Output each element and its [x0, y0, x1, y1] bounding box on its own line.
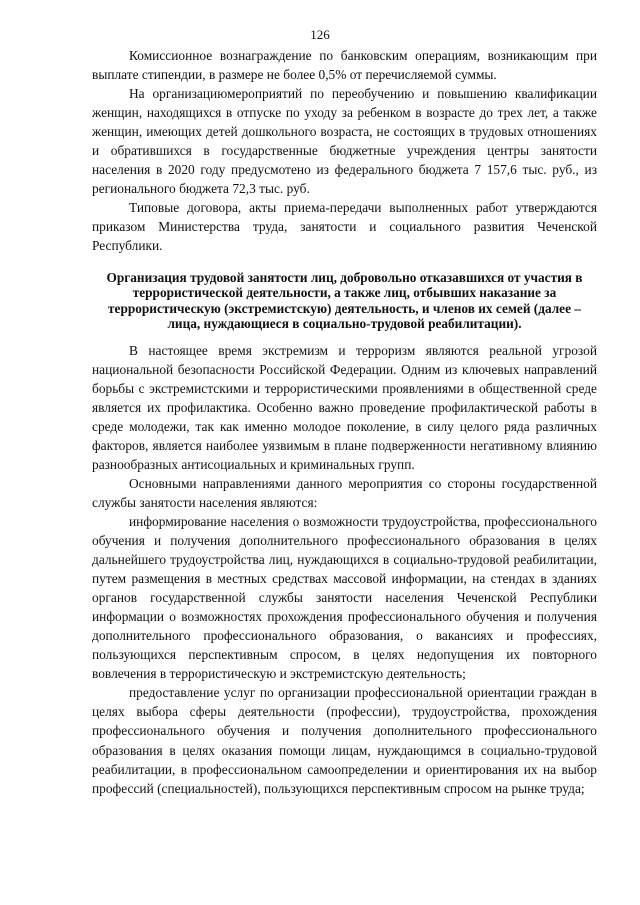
- paragraph-main-directions: Основными направлениями данного мероприятия со стороны государственной службы занятости населения являются:: [92, 475, 597, 510]
- paragraph-standard-contracts: Типовые договора, акты приема-передачи выполненных работ утверждаются приказом Министерства труда, занятости и социального развития Чеченской Республики.: [92, 200, 597, 254]
- paragraph-extremism-threat: В настоящее время экстремизм и терроризм являются реальной угрозой национальной безопасности Российской Федерации. Одним из ключевых направлений борьбы с экстремистскими и террористическими проявлениями в общественной среде является их профилактика. Особенно важно проведение профилактической работы в среде молодежи, так как именно молодое поколение, в силу целого ряда различных факторов, является наиболее уязвимым в плане подверженности негативному влиянию разнообразных антисоциальных и криминальных групп.: [92, 342, 597, 472]
- section-heading: Организация трудовой занятости лиц, добровольно отказавшихся от участия в террористической деятельности, а также лиц, отбывших наказание за террористическую (экстремистскую) деятельность, и членов их семей (далее – лица, нуждающиеся в социально-трудовой реабилитации).: [106, 269, 583, 332]
- document-body: [92, 46, 597, 798]
- list-item-career-guidance: предоставление услуг по организации профессиональной ориентации граждан в целях выбора сферы деятельности (профессии), трудоустройства, прохождения профессионального обучения и получения дополнительного профессионального образования в целях оказания помощи лицам, нуждающимся в социально-трудовой реабилитации, в профессиональном самоопределении и ориентирования их на выбор профессий (специальностей), пользующихся перспективным спросом на рынке труда;: [92, 685, 597, 796]
- list-item-informing-population: информирование населения о возможности трудоустройства, профессионального обучения и получения дополнительного профессионального образования в целях дальнейшего трудоустройства лиц, нуждающихся в социально-трудовой реабилитации, путем размещения в местных средствах массовой информации, на стендах в зданиях органов государственной службы занятости населения Чеченской Республики информации о возможностях прохождения профессионального обучения и получения дополнительного профессионального образования, о вакансиях и профессиях, пользующихся перспективным спросом, в целях недопущения их повторного вовлечения в террористическую и экстремистскую деятельность;: [92, 513, 597, 682]
- paragraph-women-retraining-funding: На организациюмероприятий по переобучению и повышению квалификации женщин, находящихся в отпуске по уходу за ребенком в возрасте до трех лет, а также женщин, имеющих детей дошкольного возраста, не состоящих в трудовых отношениях и обратившихся в государственные бюджетные учреждения центры занятости населения в 2020 году предусмотено из федерального бюджета 7 157,6 тыс. руб., из регионального бюджета 72,3 тыс. руб.: [92, 86, 597, 197]
- page-number: 126: [310, 27, 330, 42]
- paragraph-commission-fee: Комиссионное вознаграждение по банковским операциям, возникающим при выплате стипендии, в размере не более 0,5% от перечисляемой суммы.: [92, 48, 597, 83]
